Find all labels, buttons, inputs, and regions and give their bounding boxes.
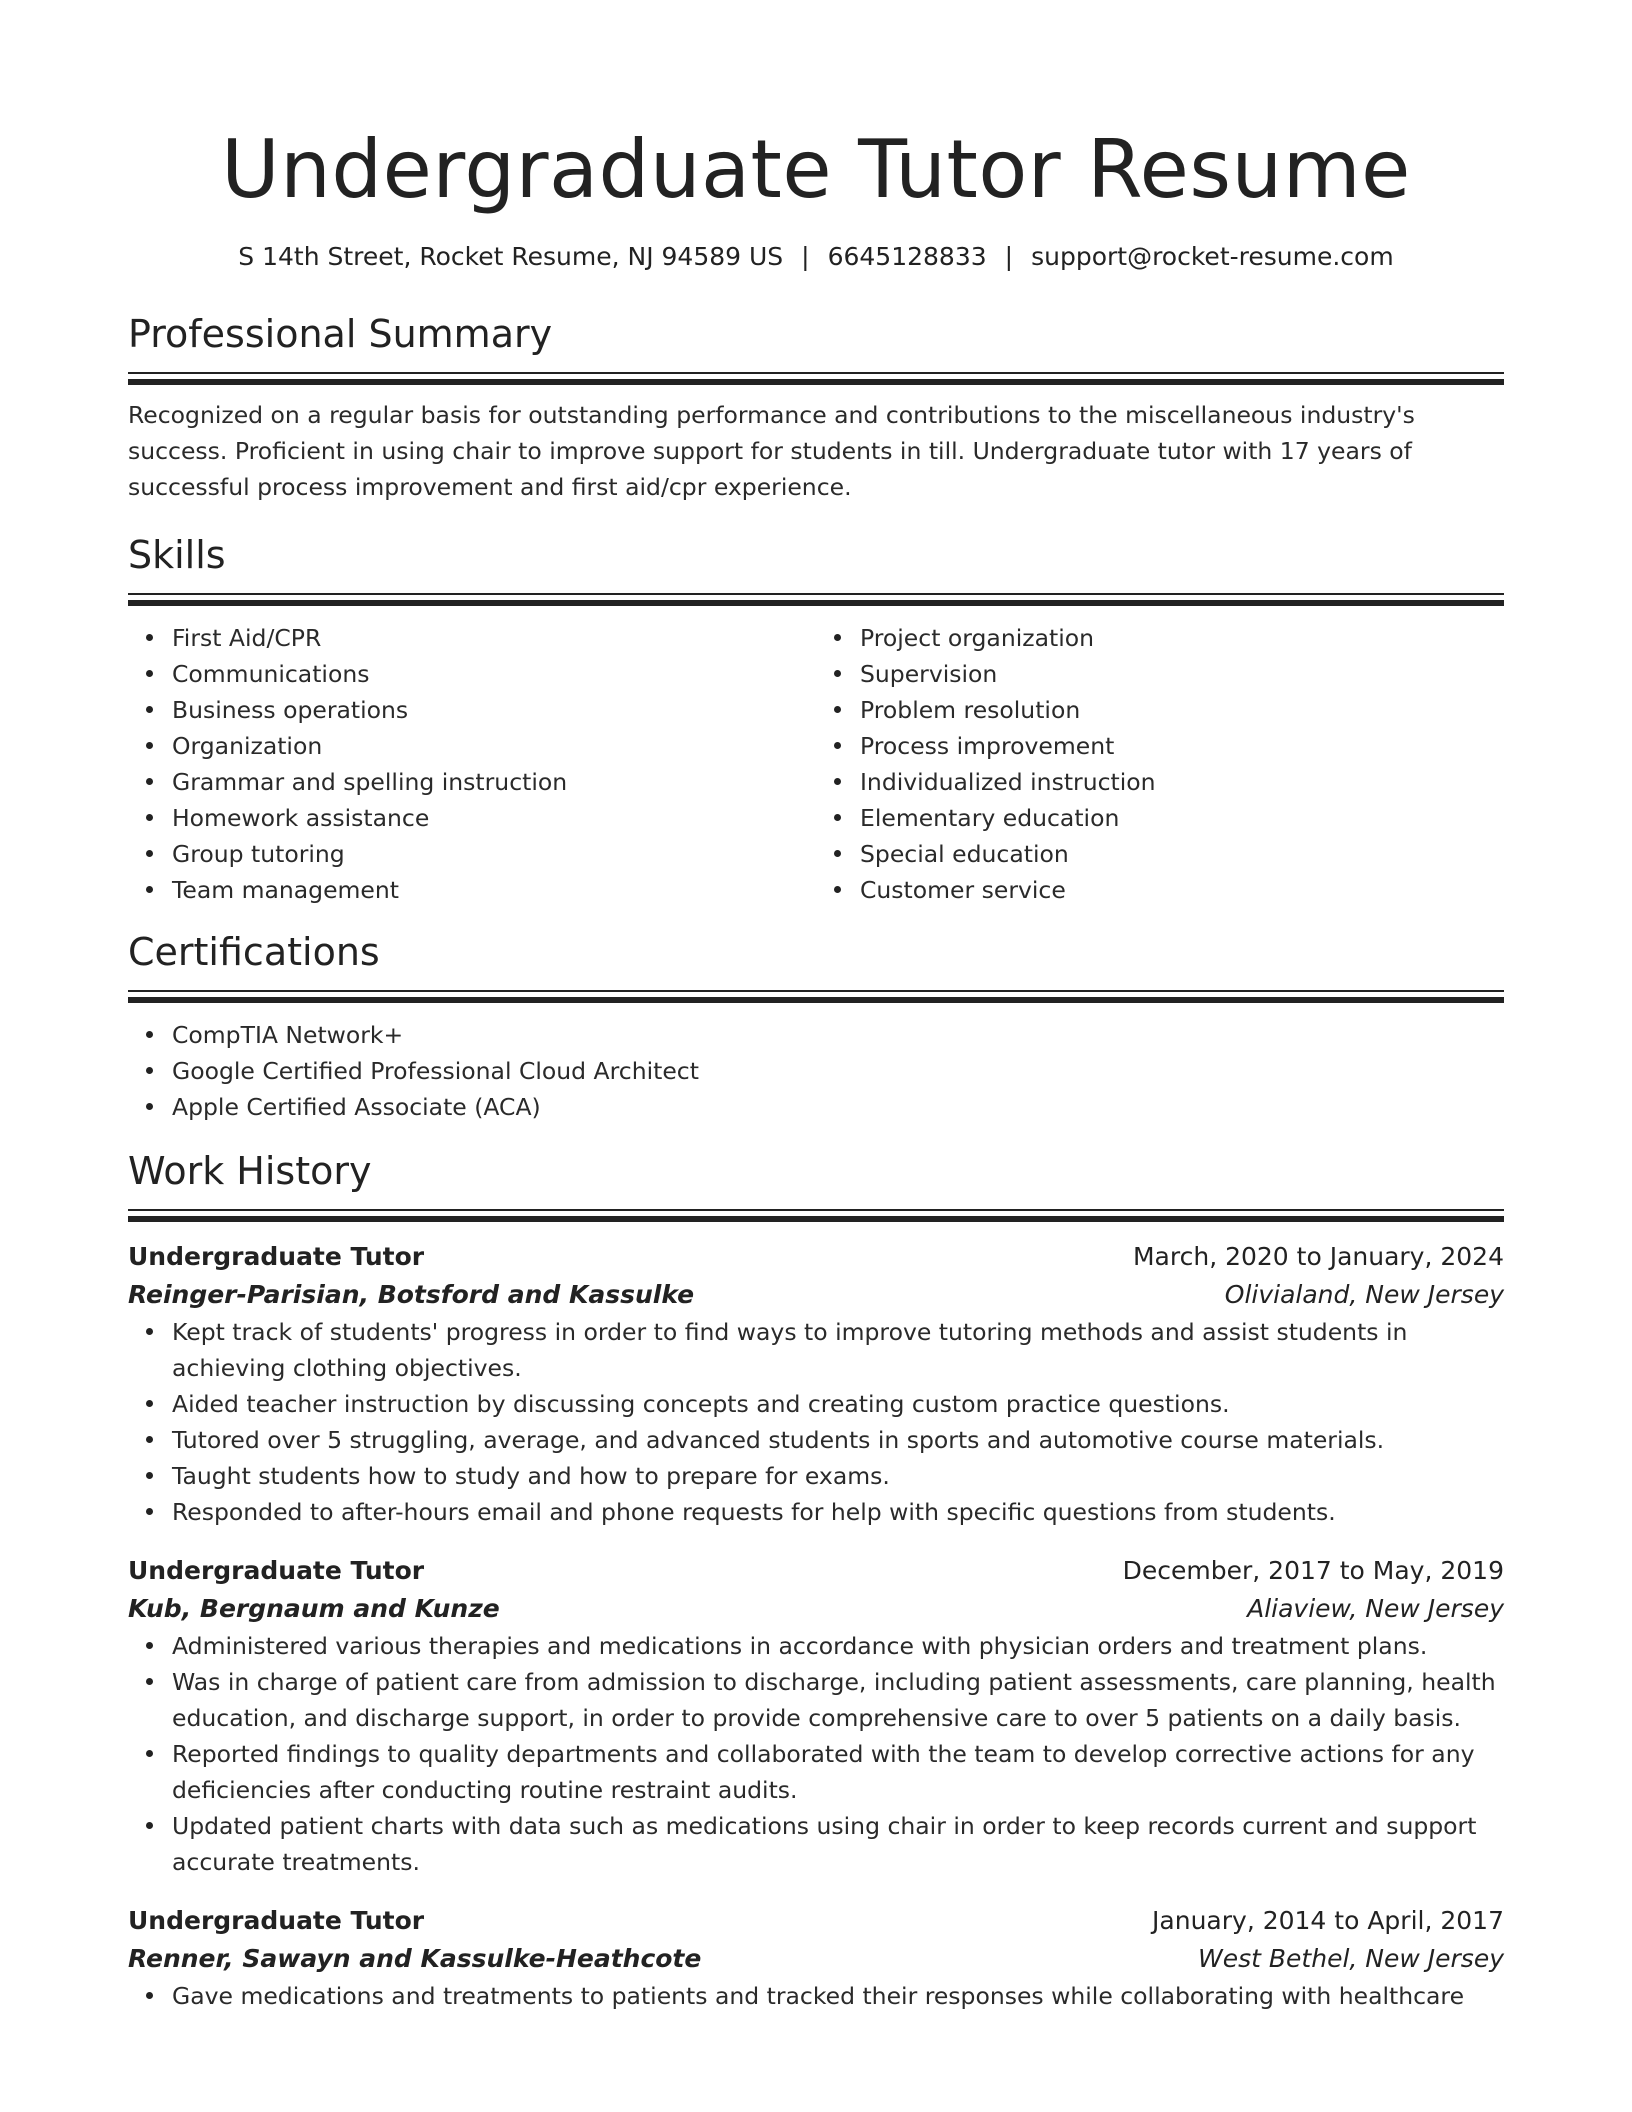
section-heading: Certifications [128, 930, 380, 974]
skill-item: Special education [860, 836, 1504, 872]
job-bullet: Was in charge of patient care from admission to discharge, including patient assessments, care planning, health education, and discharge support, in order to provide comprehensive care to over 5 patients on a daily basis. [172, 1664, 1504, 1736]
skill-item: Individualized instruction [860, 764, 1504, 800]
skill-item: Business operations [172, 692, 816, 728]
summary-text: Recognized on a regular basis for outstanding performance and contributions to the miscellaneous industry's success. Proficient in using chair to improve support for students in till. Undergraduate tutor with 17 years of successful process improvement and first aid/cpr experience. [128, 401, 1415, 501]
skill-item: Customer service [860, 872, 1504, 908]
job-title: Undergraduate Tutor [128, 1906, 425, 1935]
skills-grid [128, 620, 1504, 908]
job-location: Aliaview, New Jersey [1247, 1594, 1504, 1623]
job-dates: December, 2017 to May, 2019 [1122, 1556, 1504, 1585]
contact-separator: | [801, 242, 810, 271]
job-title: Undergraduate Tutor [128, 1556, 425, 1585]
job-bullet: Responded to after-hours email and phone requests for help with specific questions from students. [172, 1494, 1504, 1530]
job-bullet: Administered various therapies and medications in accordance with physician orders and treatment plans. [172, 1628, 1504, 1664]
certifications-section [128, 928, 1504, 1125]
job-location: West Bethel, New Jersey [1198, 1944, 1504, 1973]
skill-item: Grammar and spelling instruction [172, 764, 816, 800]
skills-list-left [128, 620, 816, 908]
job-header-row [128, 1552, 1504, 1590]
job-company: Reinger-Parisian, Botsford and Kassulke [128, 1280, 695, 1309]
skill-item: Organization [172, 728, 816, 764]
job-dates: January, 2014 to April, 2017 [1152, 1906, 1504, 1935]
skill-item: Process improvement [860, 728, 1504, 764]
skills-section [128, 531, 1504, 908]
skill-item: Team management [172, 872, 816, 908]
skill-item: First Aid/CPR [172, 620, 816, 656]
job-company-row [128, 1590, 1504, 1628]
resume-title: Undergraduate Tutor Resume [221, 123, 1411, 216]
skill-item: Supervision [860, 656, 1504, 692]
job-entry [128, 1552, 1504, 1880]
contact-separator: | [1004, 242, 1014, 271]
skill-item: Project organization [860, 620, 1504, 656]
job-entry [128, 1238, 1504, 1530]
job-header-row [128, 1902, 1504, 1940]
skill-item: Homework assistance [172, 800, 816, 836]
job-bullets [128, 1628, 1504, 1880]
contact-phone: 6645128833 [827, 242, 987, 271]
contact-email: support@rocket-resume.com [1031, 242, 1394, 271]
job-bullet: Taught students how to study and how to prepare for exams. [172, 1458, 1504, 1494]
job-bullet: Reported findings to quality departments and collaborated with the team to develop corrective actions for any deficiencies after conducting routine restraint audits. [172, 1736, 1504, 1808]
job-location: Olivialand, New Jersey [1224, 1280, 1504, 1309]
job-bullet: Aided teacher instruction by discussing concepts and creating custom practice questions. [172, 1386, 1504, 1422]
skill-item: Group tutoring [172, 836, 816, 872]
contact-line [128, 240, 1504, 274]
job-bullet: Gave medications and treatments to patients and tracked their responses while collaborating with healthcare [172, 1978, 1504, 2014]
contact-address: S 14th Street, Rocket Resume, NJ 94589 US [238, 242, 784, 271]
job-company: Renner, Sawayn and Kassulke-Heathcote [128, 1944, 702, 1973]
certification-item: Google Certified Professional Cloud Architect [172, 1053, 1504, 1089]
section-divider [128, 593, 1504, 606]
section-divider [128, 990, 1504, 1003]
section-divider [128, 372, 1504, 385]
job-bullets [128, 1314, 1504, 1530]
section-heading: Skills [128, 533, 226, 577]
skill-item: Problem resolution [860, 692, 1504, 728]
job-company-row [128, 1276, 1504, 1314]
job-entry [128, 1902, 1504, 2014]
section-heading: Work History [128, 1149, 372, 1193]
job-dates: March, 2020 to January, 2024 [1132, 1242, 1504, 1271]
section-divider [128, 1209, 1504, 1222]
job-title: Undergraduate Tutor [128, 1242, 425, 1271]
work-history-section [128, 1147, 1504, 2014]
job-company: Kub, Bergnaum and Kunze [128, 1594, 500, 1623]
section-heading: Professional Summary [128, 312, 553, 356]
skill-item: Communications [172, 656, 816, 692]
skills-list-right [816, 620, 1504, 908]
skills-column-right [816, 620, 1504, 908]
job-header-row [128, 1238, 1504, 1276]
certification-item: CompTIA Network+ [172, 1017, 1504, 1053]
skill-item: Elementary education [860, 800, 1504, 836]
skills-column-left [128, 620, 816, 908]
job-bullet: Tutored over 5 struggling, average, and advanced students in sports and automotive course materials. [172, 1422, 1504, 1458]
certification-item: Apple Certified Associate (ACA) [172, 1089, 1504, 1125]
job-bullet: Kept track of students' progress in order to find ways to improve tutoring methods and assist students in achieving clothing objectives. [172, 1314, 1504, 1386]
job-bullet: Updated patient charts with data such as medications using chair in order to keep records current and support accurate treatments. [172, 1808, 1504, 1880]
certifications-list [128, 1017, 1504, 1125]
job-bullets [128, 1978, 1504, 2014]
job-company-row [128, 1940, 1504, 1978]
summary-section [128, 310, 1504, 505]
